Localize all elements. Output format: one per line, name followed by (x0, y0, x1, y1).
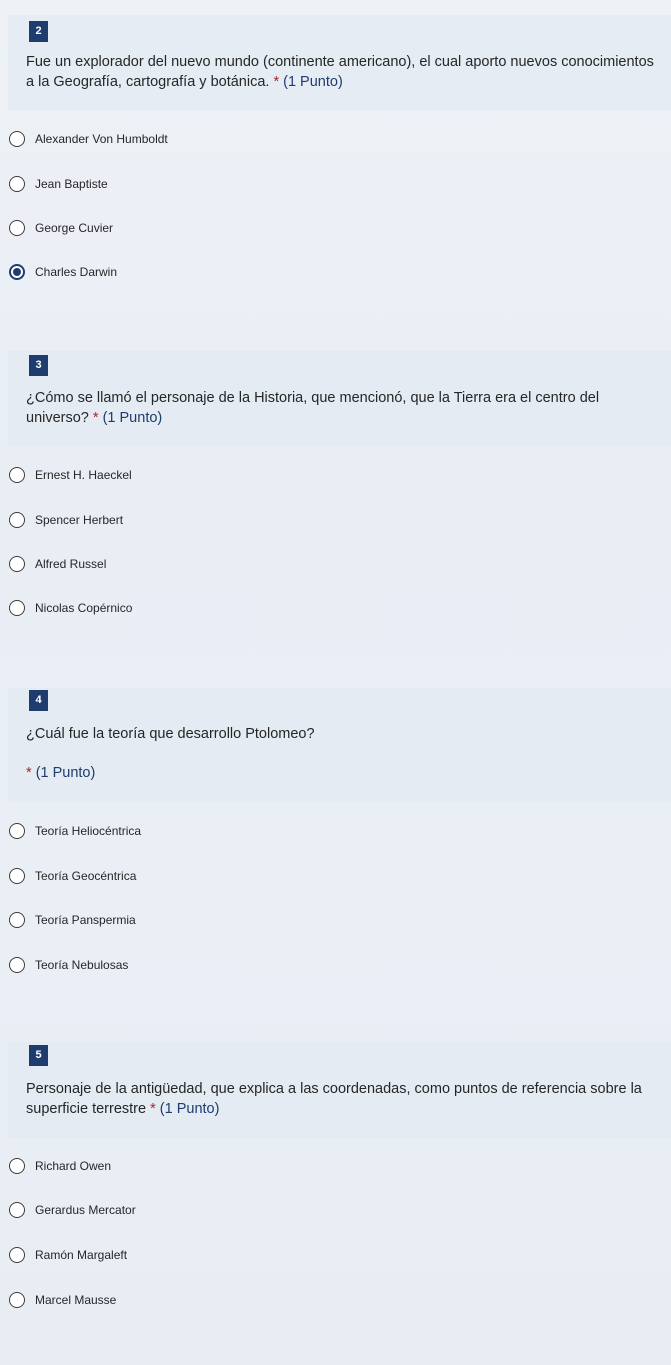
option-label: Marcel Mausse (35, 1293, 117, 1307)
question-prompt: ¿Cómo se llamó el personaje de la Historia, que mencionó, que la Tierra era el centro del universo? (26, 390, 600, 426)
question-number-badge: 3 (29, 355, 48, 376)
points-label: (1 Punto) (35, 765, 96, 781)
question-prompt: ¿Cuál fue la teoría que desarrollo Ptolomeo? (26, 726, 315, 742)
option-teoria-panspermia[interactable] (9, 910, 136, 930)
question-text (26, 1079, 661, 1119)
radio-button-selected[interactable] (9, 264, 25, 280)
option-label: Alexander Von Humboldt (35, 132, 168, 146)
radio-button[interactable] (9, 1202, 25, 1218)
option-label: Spencer Herbert (35, 513, 124, 527)
option-jean-baptiste[interactable] (9, 174, 108, 194)
question-prompt: Fue un explorador del nuevo mundo (continente americano), el cual aporto nuevos conocimientos a la Geografía, cartografía y botánica. (26, 54, 654, 90)
required-mark: * (92, 410, 99, 426)
radio-button[interactable] (9, 176, 25, 192)
option-label: Teoría Panspermia (35, 913, 136, 927)
question-number-badge: 4 (29, 690, 48, 711)
option-nicolas-copernico[interactable] (9, 598, 132, 618)
option-richard-owen[interactable] (9, 1156, 111, 1176)
option-label: Gerardus Mercator (35, 1203, 136, 1217)
option-marcel-mausse[interactable] (9, 1290, 116, 1310)
option-label: Jean Baptiste (35, 177, 108, 191)
option-label: Teoría Nebulosas (35, 958, 129, 972)
option-label: Ramón Margaleft (35, 1248, 128, 1262)
required-mark: * (26, 765, 32, 781)
question-number-badge: 5 (29, 1045, 48, 1066)
option-teoria-heliocentrica[interactable] (9, 821, 141, 841)
radio-button[interactable] (9, 1247, 25, 1263)
option-label: Charles Darwin (35, 265, 118, 279)
points-label: (1 Punto) (159, 1101, 220, 1117)
radio-button[interactable] (9, 912, 25, 928)
question-number-badge: 2 (29, 21, 48, 42)
option-ernest-haeckel[interactable] (9, 465, 132, 485)
option-teoria-nebulosas[interactable] (9, 955, 128, 975)
option-spencer-herbert[interactable] (9, 510, 123, 530)
option-label: Teoría Geocéntrica (35, 869, 137, 883)
radio-button[interactable] (9, 131, 25, 147)
option-charles-darwin[interactable] (9, 262, 117, 282)
option-gerardus-mercator[interactable] (9, 1200, 136, 1220)
radio-button[interactable] (9, 957, 25, 973)
points-label: (1 Punto) (283, 74, 343, 90)
option-ramon-margaleft[interactable] (9, 1245, 127, 1265)
radio-button[interactable] (9, 868, 25, 884)
radio-button[interactable] (9, 1292, 25, 1308)
option-teoria-geocentrica[interactable] (9, 866, 136, 886)
required-mark: * (273, 74, 280, 90)
question-prompt: Personaje de la antigüedad, que explica a las coordenadas, como puntos de referencia sobre la superficie terrestre (26, 1081, 642, 1117)
question-meta (26, 763, 661, 783)
option-george-cuvier[interactable] (9, 218, 113, 238)
question-text (26, 388, 661, 428)
option-label: Alfred Russel (35, 557, 107, 571)
radio-button[interactable] (9, 220, 25, 236)
option-label: Ernest H. Haeckel (35, 468, 132, 482)
question-text (26, 52, 661, 92)
radio-dot-icon (13, 268, 21, 276)
radio-button[interactable] (9, 823, 25, 839)
required-mark: * (150, 1101, 156, 1117)
option-label: Teoría Heliocéntrica (35, 824, 142, 838)
option-alfred-russel[interactable] (9, 554, 106, 574)
option-label: Nicolas Copérnico (35, 601, 133, 615)
radio-button[interactable] (9, 600, 25, 616)
question-text (26, 724, 661, 783)
radio-button[interactable] (9, 467, 25, 483)
radio-button[interactable] (9, 512, 25, 528)
option-label: George Cuvier (35, 221, 114, 235)
option-alexander-von-humboldt[interactable] (9, 129, 168, 149)
option-label: Richard Owen (35, 1159, 112, 1173)
points-label: (1 Punto) (102, 410, 163, 426)
radio-button[interactable] (9, 556, 25, 572)
radio-button[interactable] (9, 1158, 25, 1174)
